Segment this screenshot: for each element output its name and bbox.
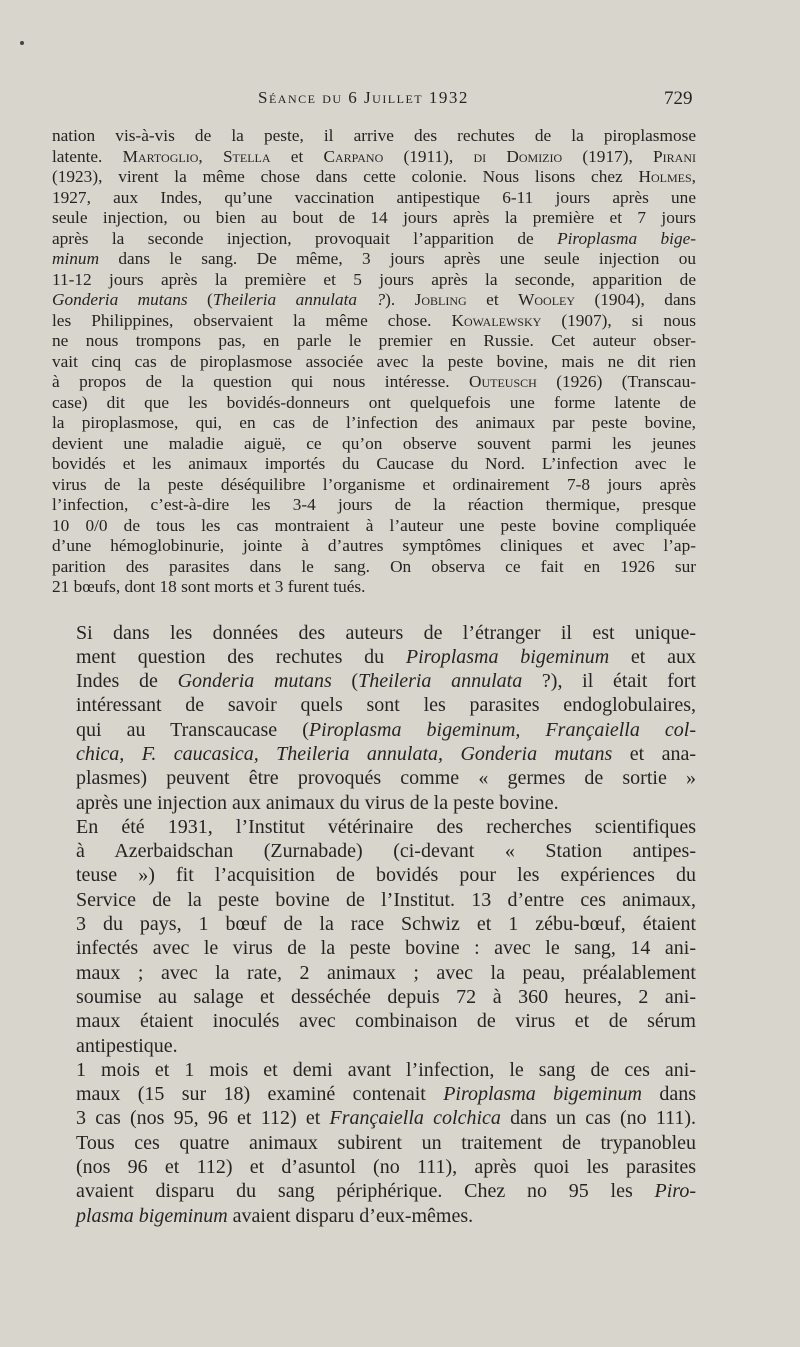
text-line bbox=[52, 188, 696, 209]
italic-term: Piroplasma bige- bbox=[557, 228, 697, 248]
text-line bbox=[52, 393, 696, 414]
text-run: 1 mois et 1 mois et demi avant l’infection, le sang de ces ani- bbox=[76, 1058, 696, 1081]
text-run: dans bbox=[642, 1083, 696, 1106]
text-line bbox=[52, 912, 696, 936]
author-name: Holmes bbox=[638, 167, 692, 186]
paragraph-3 bbox=[52, 815, 696, 1058]
text-run: teuse ») fit l’acquisition de bovidés pour les expériences du bbox=[76, 864, 696, 887]
text-run: , bbox=[198, 146, 223, 166]
italic-term: Gonderia mutans bbox=[177, 670, 332, 693]
text-line bbox=[52, 229, 696, 250]
text-line bbox=[52, 669, 696, 693]
text-run: ment question des rechutes du bbox=[76, 645, 406, 668]
text-run: à Azerbaidschan (Zurnabade) (ci-devant « Station antipes- bbox=[76, 840, 696, 863]
text-body bbox=[52, 126, 696, 1228]
text-run: et ana- bbox=[612, 742, 696, 765]
text-run: d’une hémoglobinurie, jointe à d’autres symptômes cliniques et avec l’ap- bbox=[52, 536, 696, 555]
author-name: Pirani bbox=[653, 146, 696, 166]
text-run: 3 du pays, 1 bœuf de la race Schwiz et 1 zébu-bœuf, étaient bbox=[76, 913, 696, 936]
text-run: après la seconde injection, provoquait l’apparition de bbox=[52, 228, 558, 248]
author-name: Wooley bbox=[518, 290, 576, 309]
text-run: (1917), bbox=[562, 146, 654, 166]
italic-term: Theileria annulata bbox=[358, 670, 523, 693]
text-run: latente. bbox=[52, 146, 123, 166]
text-run: et aux bbox=[609, 645, 697, 668]
text-line bbox=[52, 270, 696, 291]
author-name: Jobling bbox=[414, 290, 467, 309]
text-line bbox=[52, 475, 696, 496]
text-run: l’infection, c’est-à-dire les 3-4 jours de la réaction thermique, presque bbox=[52, 495, 696, 514]
text-run: à propos de la question qui nous intéresse. bbox=[52, 372, 469, 391]
text-line bbox=[52, 1131, 696, 1155]
text-line bbox=[52, 147, 696, 168]
text-run: virus de la peste déséquilibre l’organisme et ordinairement 7-8 jours après bbox=[52, 474, 696, 494]
italic-term: Piroplasma bigeminum, Françaiella col- bbox=[308, 718, 696, 741]
italic-term: Gonderia mutans bbox=[52, 290, 188, 309]
text-run: avaient disparu du sang périphérique. Chez no 95 les bbox=[76, 1180, 655, 1203]
text-run: plasmes) peuvent être provoqués comme « germes de sortie » bbox=[76, 767, 696, 790]
paragraph-1 bbox=[52, 126, 696, 598]
text-line bbox=[52, 167, 696, 188]
text-line bbox=[52, 249, 696, 270]
text-run: Tous ces quatre animaux subirent un traitement de trypanobleu bbox=[76, 1131, 696, 1154]
text-line bbox=[52, 621, 696, 645]
text-line bbox=[52, 434, 696, 455]
text-line bbox=[52, 290, 696, 311]
text-line bbox=[52, 352, 696, 373]
text-line bbox=[52, 126, 696, 147]
text-line bbox=[52, 208, 696, 229]
text-line bbox=[52, 961, 696, 985]
italic-term: Theileria annulata ? bbox=[212, 290, 386, 309]
text-run: Si dans les données des auteurs de l’étranger il est unique- bbox=[76, 621, 696, 644]
text-line bbox=[52, 331, 696, 352]
text-run: En été 1931, l’Institut vétérinaire des recherches scientifiques bbox=[76, 815, 696, 838]
text-run: ). bbox=[385, 290, 415, 309]
text-line bbox=[52, 1155, 696, 1179]
text-run: les Philippines, observaient la même chose. bbox=[52, 310, 452, 330]
text-run: parition des parasites dans le sang. On observa ce fait en 1926 sur bbox=[52, 556, 696, 576]
text-run: maux ; avec la rate, 2 animaux ; avec la peau, préalablement bbox=[76, 961, 696, 984]
text-line bbox=[52, 985, 696, 1009]
paragraph-2 bbox=[52, 621, 696, 815]
text-line bbox=[52, 888, 696, 912]
text-line bbox=[52, 577, 696, 598]
text-run: avaient disparu d’eux-mêmes. bbox=[227, 1204, 474, 1227]
author-name: Stella bbox=[222, 146, 271, 166]
text-run: ( bbox=[187, 290, 213, 309]
running-head bbox=[0, 84, 800, 114]
text-run: soumise au salage et desséchée depuis 72 à 360 heures, 2 ani- bbox=[76, 985, 696, 1008]
text-run: maux (15 sur 18) examiné contenait bbox=[76, 1083, 444, 1106]
author-name: di Domizio bbox=[473, 146, 563, 166]
text-run: qui au Transcaucase ( bbox=[76, 718, 309, 741]
text-line bbox=[52, 454, 696, 475]
text-line bbox=[52, 1009, 696, 1033]
text-line bbox=[52, 718, 696, 742]
text-line bbox=[52, 1204, 696, 1228]
speck-mark bbox=[20, 41, 24, 45]
text-line bbox=[52, 815, 696, 839]
author-name: Kowalewsky bbox=[451, 310, 542, 330]
text-run: 11-12 jours après la première et 5 jours après la seconde, apparition de bbox=[52, 269, 696, 289]
text-line bbox=[52, 791, 696, 815]
text-run: (1923), virent la même chose dans cette colonie. Nous lisons chez bbox=[52, 167, 639, 186]
running-head-title: Séance du 6 Juillet 1932 bbox=[258, 88, 469, 107]
text-line bbox=[52, 372, 696, 393]
author-name: Carpano bbox=[323, 146, 384, 166]
text-run: nation vis-à-vis de la peste, il arrive des rechutes de la piroplasmose bbox=[52, 126, 696, 145]
text-run: ( bbox=[331, 670, 359, 693]
italic-term: Piro- bbox=[654, 1180, 696, 1203]
italic-term: Piroplasma bigeminum bbox=[405, 645, 610, 668]
italic-term: Piroplasma bigeminum bbox=[443, 1083, 642, 1106]
text-line bbox=[52, 311, 696, 332]
text-run: vait cinq cas de piroplasmose associée avec la peste bovine, mais ne dit rien bbox=[52, 351, 696, 371]
text-run: antipestique. bbox=[76, 1034, 178, 1057]
text-run: seule injection, ou bien au bout de 14 jours après la première et 7 jours bbox=[52, 208, 696, 227]
text-line bbox=[52, 413, 696, 434]
text-run: devient une maladie aiguë, ce qu’on observe souvent parmi les jeunes bbox=[52, 433, 696, 453]
text-run: (1907), si nous bbox=[541, 310, 696, 330]
text-run: ne nous trompons pas, en parle le premier en Russie. Cet auteur obser- bbox=[52, 331, 696, 350]
text-run: Service de la peste bovine de l’Institut. 13 d’entre ces animaux, bbox=[76, 888, 696, 911]
text-run: , bbox=[691, 167, 696, 186]
italic-term: Françaiella colchica bbox=[329, 1107, 501, 1130]
text-line bbox=[52, 1082, 696, 1106]
text-run: la piroplasmose, qui, en cas de l’infection des animaux par peste bovine, bbox=[52, 413, 696, 432]
text-run: (nos 96 et 112) et d’asuntol (no 111), après quoi les parasites bbox=[76, 1156, 696, 1179]
text-run: 21 bœufs, dont 18 sont morts et 3 furent tués. bbox=[52, 577, 366, 596]
text-line bbox=[52, 557, 696, 578]
text-line bbox=[52, 1058, 696, 1082]
text-run: bovidés et les animaux importés du Caucase du Nord. L’infection avec le bbox=[52, 454, 696, 473]
text-line bbox=[52, 536, 696, 557]
text-run: (1904), dans bbox=[575, 290, 696, 309]
text-line bbox=[52, 839, 696, 863]
author-name: Martoglio bbox=[122, 146, 199, 166]
text-run: ?), il était fort bbox=[522, 670, 696, 693]
text-line bbox=[52, 766, 696, 790]
text-run: infectés avec le virus de la peste bovine : avec le sang, 14 ani- bbox=[76, 937, 696, 960]
text-run: après une injection aux animaux du virus de la peste bovine. bbox=[76, 791, 559, 814]
italic-term: minum bbox=[52, 249, 100, 268]
text-run: Indes de bbox=[76, 670, 178, 693]
page-number: 729 bbox=[664, 88, 693, 109]
text-line bbox=[52, 693, 696, 717]
italic-term: plasma bigeminum bbox=[76, 1204, 228, 1227]
text-line bbox=[52, 742, 696, 766]
text-line bbox=[52, 495, 696, 516]
text-line bbox=[52, 1106, 696, 1130]
text-line bbox=[52, 645, 696, 669]
text-line bbox=[52, 863, 696, 887]
text-run: dans le sang. De même, 3 jours après une seule injection ou bbox=[99, 249, 696, 268]
italic-term: chica, F. caucasica, Theileria annulata, Gonderia mutans bbox=[76, 742, 613, 765]
text-run: dans un cas (no 111). bbox=[500, 1107, 697, 1130]
text-line bbox=[52, 516, 696, 537]
text-run: 1927, aux Indes, qu’une vaccination antipestique 6-11 jours après une bbox=[52, 187, 696, 207]
main-text bbox=[52, 621, 696, 1228]
quoted-small-print bbox=[52, 126, 696, 598]
text-run: et bbox=[466, 290, 519, 309]
text-run: (1926) (Transcau- bbox=[536, 372, 696, 391]
paragraph-4 bbox=[52, 1058, 696, 1228]
text-run: et bbox=[270, 146, 324, 166]
text-run: 3 cas (nos 95, 96 et 112) et bbox=[76, 1107, 330, 1130]
text-run: 10 0/0 de tous les cas montraient à l’auteur une peste bovine compliquée bbox=[52, 515, 696, 535]
author-name: Outeusch bbox=[469, 372, 537, 391]
text-line bbox=[52, 1034, 696, 1058]
text-line bbox=[52, 1179, 696, 1203]
text-run: (1911), bbox=[383, 146, 474, 166]
text-run: case) dit que les bovidés-donneurs ont quelquefois une forme latente de bbox=[52, 392, 696, 412]
text-line bbox=[52, 936, 696, 960]
text-run: maux étaient inoculés avec combinaison de virus et de sérum bbox=[76, 1010, 696, 1033]
text-run: intéressant de savoir quels sont les parasites endoglobulaires, bbox=[76, 694, 696, 717]
